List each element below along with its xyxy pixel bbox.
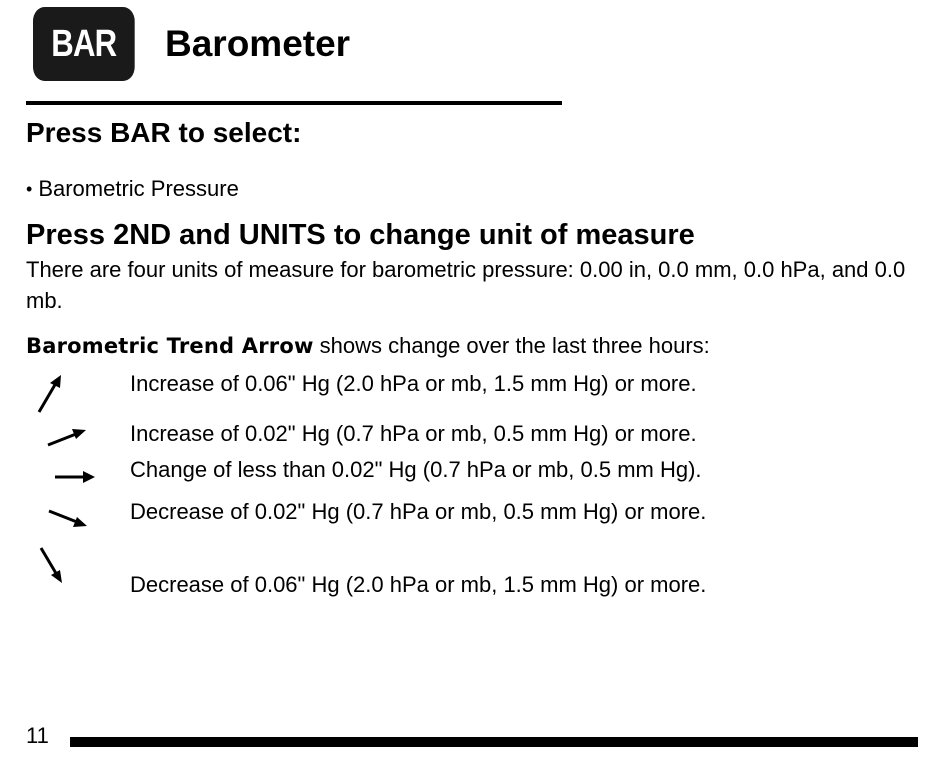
trend-row-2-text: Increase of 0.02" Hg (0.7 hPa or mb, 0.5 mm Hg) or more. (130, 421, 697, 446)
arrow-down-steep-icon (30, 540, 100, 590)
trend-intro (26, 332, 710, 360)
footer-divider (70, 737, 918, 747)
select-heading: Press BAR to select: (26, 117, 302, 148)
page-number: 11 (26, 723, 49, 748)
list-item (26, 175, 239, 203)
arrow-down-shallow-icon (30, 496, 100, 546)
bullet-icon: • (26, 179, 33, 199)
page-title: Barometer (165, 23, 351, 64)
arrow-up-steep-icon (30, 370, 100, 420)
bar-key-badge: BAR (33, 7, 135, 81)
units-description: There are four units of measure for barometric pressure: 0.00 in, 0.0 mm, 0.0 hPa, and 0.0 mb. (26, 257, 906, 313)
list-item-label: Barometric Pressure (38, 176, 239, 201)
trend-intro-label: Barometric Trend Arrow (26, 334, 314, 358)
units-heading: Press 2ND and UNITS to change unit of measure (26, 219, 695, 251)
trend-row-1-text: Increase of 0.06" Hg (2.0 hPa or mb, 1.5 mm Hg) or more. (130, 371, 697, 396)
trend-row-4-text: Decrease of 0.02" Hg (0.7 hPa or mb, 0.5 mm Hg) or more. (130, 499, 707, 524)
trend-intro-text: shows change over the last three hours: (313, 333, 710, 358)
trend-row-3-text: Change of less than 0.02" Hg (0.7 hPa or mb, 0.5 mm Hg). (130, 457, 702, 482)
trend-row-5-text: Decrease of 0.06" Hg (2.0 hPa or mb, 1.5 mm Hg) or more. (130, 572, 707, 597)
title-divider (26, 101, 562, 105)
